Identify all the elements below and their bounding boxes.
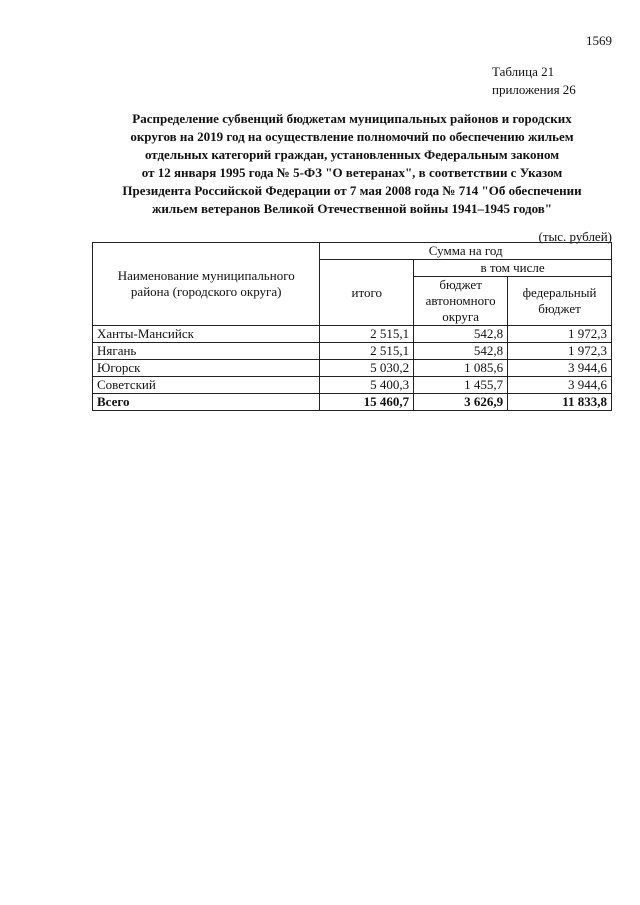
subsidy-table	[92, 242, 612, 411]
row-autonomous: 1 085,6	[414, 360, 508, 377]
header-sum-year: Сумма на год	[320, 243, 612, 260]
total-row-name: Всего	[93, 394, 320, 411]
row-federal: 3 944,6	[508, 360, 612, 377]
title-line: жильем ветеранов Великой Отечественной войны 1941–1945 годов"	[152, 201, 552, 216]
row-autonomous: 1 455,7	[414, 377, 508, 394]
page-number: 1569	[586, 33, 612, 48]
header-including: в том числе	[414, 260, 612, 277]
row-total: 2 515,1	[320, 326, 414, 343]
row-total: 2 515,1	[320, 343, 414, 360]
row-name: Ханты-Мансийск	[93, 326, 320, 343]
table-row	[93, 343, 612, 360]
header-municipality: Наименование муниципального района (городского округа)	[93, 243, 320, 326]
row-autonomous: 542,8	[414, 343, 508, 360]
table-row	[93, 326, 612, 343]
title-line: Президента Российской Федерации от 7 мая 2008 года № 714 "Об обеспечении	[122, 183, 582, 198]
title-line: округов на 2019 год на осуществление полномочий по обеспечению жильем	[130, 129, 574, 144]
row-name: Нягань	[93, 343, 320, 360]
total-row-federal: 11 833,8	[508, 394, 612, 411]
row-name: Советский	[93, 377, 320, 394]
document-title	[92, 110, 612, 218]
title-line: от 12 января 1995 года № 5-ФЗ "О ветеранах", в соответствии с Указом	[141, 165, 563, 180]
row-federal: 1 972,3	[508, 326, 612, 343]
total-row-total: 15 460,7	[320, 394, 414, 411]
row-autonomous: 542,8	[414, 326, 508, 343]
total-row-autonomous: 3 626,9	[414, 394, 508, 411]
row-federal: 3 944,6	[508, 377, 612, 394]
title-line: Распределение субвенций бюджетам муниципальных районов и городских	[132, 111, 572, 126]
table-row	[93, 360, 612, 377]
units-label: (тыс. рублей)	[538, 229, 612, 244]
appendix-label: приложения 26	[492, 82, 576, 97]
header-total: итого	[320, 260, 414, 326]
row-name: Югорск	[93, 360, 320, 377]
header-autonomous-budget: бюджет автономного округа	[414, 277, 508, 326]
row-total: 5 030,2	[320, 360, 414, 377]
table-row	[93, 377, 612, 394]
total-row	[93, 394, 612, 411]
row-total: 5 400,3	[320, 377, 414, 394]
table-caption	[492, 63, 612, 99]
row-federal: 1 972,3	[508, 343, 612, 360]
header-federal-budget: федеральный бюджет	[508, 277, 612, 326]
table-label: Таблица 21	[492, 64, 555, 79]
title-line: отдельных категорий граждан, установленных Федеральным законом	[144, 147, 560, 162]
